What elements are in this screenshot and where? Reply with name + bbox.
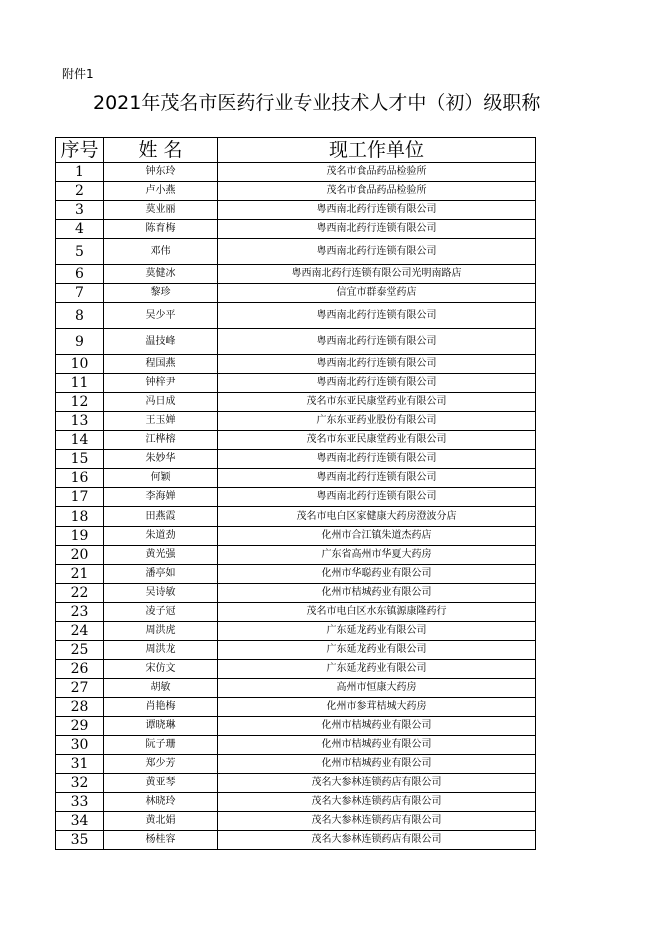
row-work-unit: 粤西南北药行连锁有限公司光明南路店 xyxy=(218,265,536,284)
row-name: 江桦榕 xyxy=(104,431,218,450)
row-serial: 32 xyxy=(56,774,104,793)
row-serial: 26 xyxy=(56,660,104,679)
row-work-unit: 粤西南北药行连锁有限公司 xyxy=(218,488,536,507)
attachment-label: 附件1 xyxy=(62,67,94,81)
header-name: 姓 名 xyxy=(104,138,218,163)
row-serial: 33 xyxy=(56,793,104,812)
row-name: 吴少平 xyxy=(104,303,218,329)
row-serial: 5 xyxy=(56,239,104,265)
row-work-unit: 广东延龙药业有限公司 xyxy=(218,622,536,641)
table-row xyxy=(56,329,536,355)
row-work-unit: 广东延龙药业有限公司 xyxy=(218,641,536,660)
row-name: 潘亭如 xyxy=(104,565,218,584)
row-name: 凌子冠 xyxy=(104,603,218,622)
table-row xyxy=(56,641,536,660)
row-name: 杨桂容 xyxy=(104,831,218,850)
table-row xyxy=(56,527,536,546)
row-name: 黄北娟 xyxy=(104,812,218,831)
table-row xyxy=(56,546,536,565)
row-name: 宋仿文 xyxy=(104,660,218,679)
row-name: 钟东玲 xyxy=(104,163,218,182)
table-row xyxy=(56,201,536,220)
row-serial: 30 xyxy=(56,736,104,755)
row-name: 周洪虎 xyxy=(104,622,218,641)
row-serial: 23 xyxy=(56,603,104,622)
row-work-unit: 化州市桔城药业有限公司 xyxy=(218,584,536,603)
row-work-unit: 粤西南北药行连锁有限公司 xyxy=(218,374,536,393)
row-work-unit: 粤西南北药行连锁有限公司 xyxy=(218,201,536,220)
header-work-unit: 现工作单位 xyxy=(218,138,536,163)
row-serial: 12 xyxy=(56,393,104,412)
row-serial: 9 xyxy=(56,329,104,355)
header-serial: 序号 xyxy=(56,138,104,163)
table-row xyxy=(56,469,536,488)
row-name: 胡敏 xyxy=(104,679,218,698)
row-work-unit: 茂名市东亚民康堂药业有限公司 xyxy=(218,431,536,450)
row-name: 黄亚琴 xyxy=(104,774,218,793)
row-work-unit: 广东延龙药业有限公司 xyxy=(218,660,536,679)
row-work-unit: 粤西南北药行连锁有限公司 xyxy=(218,329,536,355)
table-row xyxy=(56,239,536,265)
row-serial: 19 xyxy=(56,527,104,546)
row-serial: 24 xyxy=(56,622,104,641)
row-work-unit: 粤西南北药行连锁有限公司 xyxy=(218,450,536,469)
row-serial: 31 xyxy=(56,755,104,774)
row-work-unit: 粤西南北药行连锁有限公司 xyxy=(218,355,536,374)
row-work-unit: 茂名市电白区水东镇源康隆药行 xyxy=(218,603,536,622)
row-serial: 8 xyxy=(56,303,104,329)
row-name: 黄光强 xyxy=(104,546,218,565)
row-name: 温技峰 xyxy=(104,329,218,355)
table-row xyxy=(56,679,536,698)
table-row xyxy=(56,584,536,603)
row-work-unit: 化州市合江镇朱道杰药店 xyxy=(218,527,536,546)
table-row xyxy=(56,182,536,201)
row-work-unit: 茂名市食品药品检验所 xyxy=(218,163,536,182)
table-row xyxy=(56,774,536,793)
table-row xyxy=(56,488,536,507)
row-name: 卢小燕 xyxy=(104,182,218,201)
row-serial: 21 xyxy=(56,565,104,584)
row-name: 林晓玲 xyxy=(104,793,218,812)
row-name: 李海婵 xyxy=(104,488,218,507)
row-serial: 10 xyxy=(56,355,104,374)
table-row xyxy=(56,831,536,850)
row-work-unit: 高州市恒康大药房 xyxy=(218,679,536,698)
table-row xyxy=(56,450,536,469)
row-name: 肖艳梅 xyxy=(104,698,218,717)
row-serial: 25 xyxy=(56,641,104,660)
table-row xyxy=(56,603,536,622)
row-serial: 1 xyxy=(56,163,104,182)
row-work-unit: 茂名大参林连锁药店有限公司 xyxy=(218,774,536,793)
row-work-unit: 粤西南北药行连锁有限公司 xyxy=(218,220,536,239)
table-row xyxy=(56,755,536,774)
table-row xyxy=(56,736,536,755)
table-row xyxy=(56,565,536,584)
row-name: 朱道劲 xyxy=(104,527,218,546)
row-work-unit: 信宜市群泰堂药店 xyxy=(218,284,536,303)
row-name: 钟梓尹 xyxy=(104,374,218,393)
table-row xyxy=(56,284,536,303)
document-title: 2021年茂名市医药行业专业技术人才中（初）级职称 xyxy=(93,92,541,114)
table-row xyxy=(56,622,536,641)
row-name: 王玉婵 xyxy=(104,412,218,431)
table-row xyxy=(56,220,536,239)
row-serial: 27 xyxy=(56,679,104,698)
row-work-unit: 茂名大参林连锁药店有限公司 xyxy=(218,793,536,812)
row-name: 田燕霞 xyxy=(104,507,218,527)
table-row xyxy=(56,303,536,329)
table-row xyxy=(56,507,536,527)
table-row xyxy=(56,265,536,284)
row-work-unit: 化州市桔城药业有限公司 xyxy=(218,755,536,774)
row-name: 何颖 xyxy=(104,469,218,488)
row-work-unit: 化州市华聪药业有限公司 xyxy=(218,565,536,584)
row-serial: 22 xyxy=(56,584,104,603)
row-work-unit: 广东东亚药业股份有限公司 xyxy=(218,412,536,431)
table-row xyxy=(56,163,536,182)
table-row xyxy=(56,660,536,679)
row-name: 阮子珊 xyxy=(104,736,218,755)
row-serial: 34 xyxy=(56,812,104,831)
row-serial: 7 xyxy=(56,284,104,303)
row-name: 吴诗敏 xyxy=(104,584,218,603)
row-work-unit: 粤西南北药行连锁有限公司 xyxy=(218,303,536,329)
row-name: 周洪龙 xyxy=(104,641,218,660)
table-row xyxy=(56,717,536,736)
row-serial: 35 xyxy=(56,831,104,850)
row-name: 谭晓琳 xyxy=(104,717,218,736)
row-serial: 16 xyxy=(56,469,104,488)
row-work-unit: 茂名市食品药品检验所 xyxy=(218,182,536,201)
table-header-row xyxy=(56,138,536,163)
row-work-unit: 化州市桔城药业有限公司 xyxy=(218,717,536,736)
row-work-unit: 茂名大参林连锁药店有限公司 xyxy=(218,812,536,831)
row-serial: 6 xyxy=(56,265,104,284)
row-serial: 15 xyxy=(56,450,104,469)
row-name: 黎珍 xyxy=(104,284,218,303)
table-row xyxy=(56,698,536,717)
row-serial: 13 xyxy=(56,412,104,431)
table-row xyxy=(56,393,536,412)
row-name: 莫健冰 xyxy=(104,265,218,284)
table-row xyxy=(56,812,536,831)
table-row xyxy=(56,355,536,374)
row-serial: 11 xyxy=(56,374,104,393)
table-row xyxy=(56,793,536,812)
row-serial: 29 xyxy=(56,717,104,736)
row-work-unit: 粤西南北药行连锁有限公司 xyxy=(218,239,536,265)
row-work-unit: 化州市桔城药业有限公司 xyxy=(218,736,536,755)
row-serial: 28 xyxy=(56,698,104,717)
row-name: 莫业丽 xyxy=(104,201,218,220)
row-name: 邓伟 xyxy=(104,239,218,265)
row-work-unit: 茂名大参林连锁药店有限公司 xyxy=(218,831,536,850)
row-name: 冯日成 xyxy=(104,393,218,412)
row-work-unit: 粤西南北药行连锁有限公司 xyxy=(218,469,536,488)
row-name: 朱妙华 xyxy=(104,450,218,469)
personnel-table xyxy=(55,137,536,850)
row-work-unit: 广东省高州市华夏大药房 xyxy=(218,546,536,565)
row-name: 陈育梅 xyxy=(104,220,218,239)
table-row xyxy=(56,412,536,431)
row-serial: 3 xyxy=(56,201,104,220)
row-serial: 20 xyxy=(56,546,104,565)
row-name: 程国燕 xyxy=(104,355,218,374)
row-work-unit: 茂名市东亚民康堂药业有限公司 xyxy=(218,393,536,412)
row-serial: 4 xyxy=(56,220,104,239)
row-work-unit: 化州市参茸桔城大药房 xyxy=(218,698,536,717)
row-serial: 2 xyxy=(56,182,104,201)
row-work-unit: 茂名市电白区家健康大药房澄波分店 xyxy=(218,507,536,527)
row-serial: 17 xyxy=(56,488,104,507)
row-serial: 18 xyxy=(56,507,104,527)
row-serial: 14 xyxy=(56,431,104,450)
row-name: 郑少芳 xyxy=(104,755,218,774)
table-row xyxy=(56,431,536,450)
table-row xyxy=(56,374,536,393)
